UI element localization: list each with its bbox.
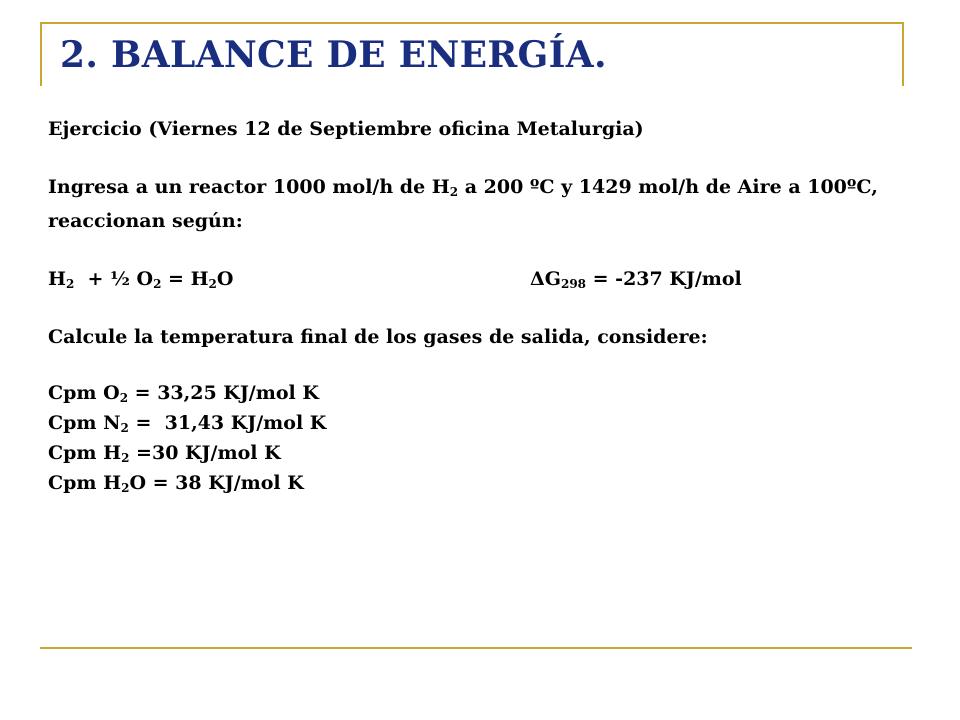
reaction-o-sub: 2: [153, 277, 162, 291]
reaction-product-o: O: [216, 268, 234, 290]
gibbs-energy: [530, 262, 742, 296]
cpm-list: [48, 378, 908, 498]
cpm-value: =30 KJ/mol K: [129, 442, 281, 464]
reaction-product-sub: 2: [208, 277, 217, 291]
cpm-sub: 2: [120, 421, 129, 435]
bottom-border-rule: [40, 647, 912, 649]
problem-statement: [48, 170, 908, 238]
cpm-label: Cpm H: [48, 472, 122, 494]
cpm-o2: [48, 378, 908, 408]
slide-title: 2. BALANCE DE ENERGÍA.: [60, 34, 607, 76]
gibbs-sub: 298: [560, 277, 587, 291]
gibbs-label: ΔG: [530, 268, 561, 290]
exercise-header: Ejercicio (Viernes 12 de Septiembre oficina Metalurgia): [48, 118, 644, 140]
cpm-value: = 33,25 KJ/mol K: [128, 382, 319, 404]
statement-subscript: 2: [449, 185, 459, 199]
slide-body: [48, 112, 908, 498]
cpm-label: Cpm N: [48, 412, 121, 434]
cpm-h2: [48, 438, 908, 468]
cpm-label: Cpm H: [48, 442, 122, 464]
cpm-sub: 2: [121, 481, 130, 495]
cpm-sub: 2: [119, 391, 129, 405]
cpm-value: O = 38 KJ/mol K: [129, 472, 304, 494]
question-text: Calcule la temperatura final de los gases de salida, considere:: [48, 326, 708, 348]
cpm-label: Cpm O: [48, 382, 120, 404]
cpm-h2o: [48, 468, 908, 498]
statement-part-2: a 200 ºC y 1429 mol/h de Aire a 100ºC, reaccionan según:: [48, 176, 878, 232]
gibbs-value: = -237 KJ/mol: [586, 268, 742, 290]
cpm-sub: 2: [121, 451, 130, 465]
reaction-h-sub: 2: [65, 277, 75, 291]
left-border-rule: [40, 22, 42, 86]
reaction-product-h: = H: [161, 268, 209, 290]
cpm-value: = 31,43 KJ/mol K: [128, 412, 327, 434]
cpm-n2: [48, 408, 908, 438]
reaction-h: H: [48, 268, 66, 290]
right-border-rule: [902, 22, 904, 86]
reaction-o2: + ½ O: [74, 268, 154, 290]
statement-part-1: Ingresa a un reactor 1000 mol/h de H: [48, 176, 450, 198]
reaction-equation: [48, 262, 908, 296]
top-border-rule: [40, 22, 904, 24]
